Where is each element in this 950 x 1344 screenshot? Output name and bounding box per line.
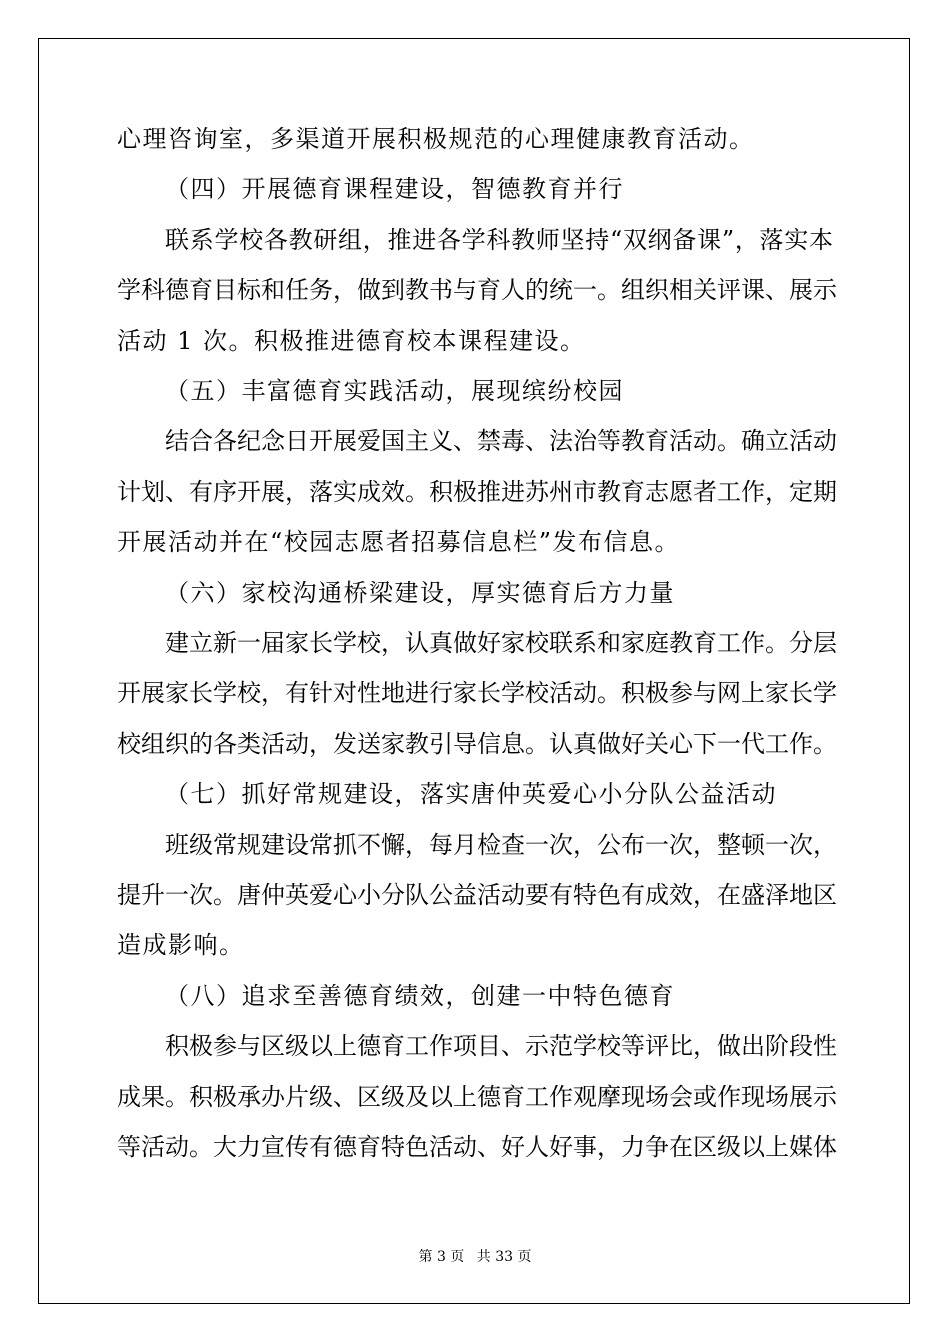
text-line: 学科德育目标和任务，做到教书与育人的统一。组织相关评课、展示 [117,276,837,305]
text-line: 计划、有序开展，落实成效。积极推进苏州市教育志愿者工作，定期 [117,477,837,506]
text-line: 校组织的各类活动，发送家教引导信息。认真做好关心下一代工作。 [117,729,837,758]
text-line: 开展家长学校，有针对性地进行家长学校活动。积极参与网上家长学 [117,679,837,708]
text-line: 班级常规建设常抓不懈，每月检查一次，公布一次，整顿一次， [165,830,837,859]
text-line: （八）追求至善德育绩效，创建一中特色德育 [165,981,675,1010]
text-line: 结合各纪念日开展爱国主义、禁毒、法治等教育活动。确立活动 [165,427,837,456]
text-line: 联系学校各教研组，推进各学科教师坚持“双纲备课”，落实本 [165,225,833,254]
text-line: （四）开展德育课程建设，智德教育并行 [165,175,624,204]
text-line: （六）家校沟通桥梁建设，厚实德育后方力量 [165,578,675,607]
text-line: 造成影响。 [117,931,245,960]
text-line: 建立新一届家长学校，认真做好家校联系和家庭教育工作。分层 [165,629,837,657]
text-line: 活动 1 次。积极推进德育校本课程建设。 [117,326,586,355]
text-line: 开展活动并在“校园志愿者招募信息栏”发布信息。 [117,528,681,557]
page-total: 共 33 页 [476,1249,532,1265]
page-footer [0,1248,950,1266]
text-line: 等活动。大力宣传有德育特色活动、好人好事，力争在区级以上媒体 [117,1133,837,1161]
text-line: 心理咨询室，多渠道开展积极规范的心理健康教育活动。 [117,125,755,153]
text-line: （七）抓好常规建设，落实唐仲英爱心小分队公益活动 [165,780,777,809]
text-line: 积极参与区级以上德育工作项目、示范学校等评比，做出阶段性 [165,1032,837,1061]
text-line: 成果。积极承办片级、区级及以上德育工作观摩现场会或作现场展示 [117,1082,837,1111]
page-number: 第 3 页 [418,1249,465,1265]
text-line: （五）丰富德育实践活动，展现缤纷校园 [165,377,624,405]
text-line: 提升一次。唐仲英爱心小分队公益活动要有特色有成效，在盛泽地区 [117,881,837,909]
